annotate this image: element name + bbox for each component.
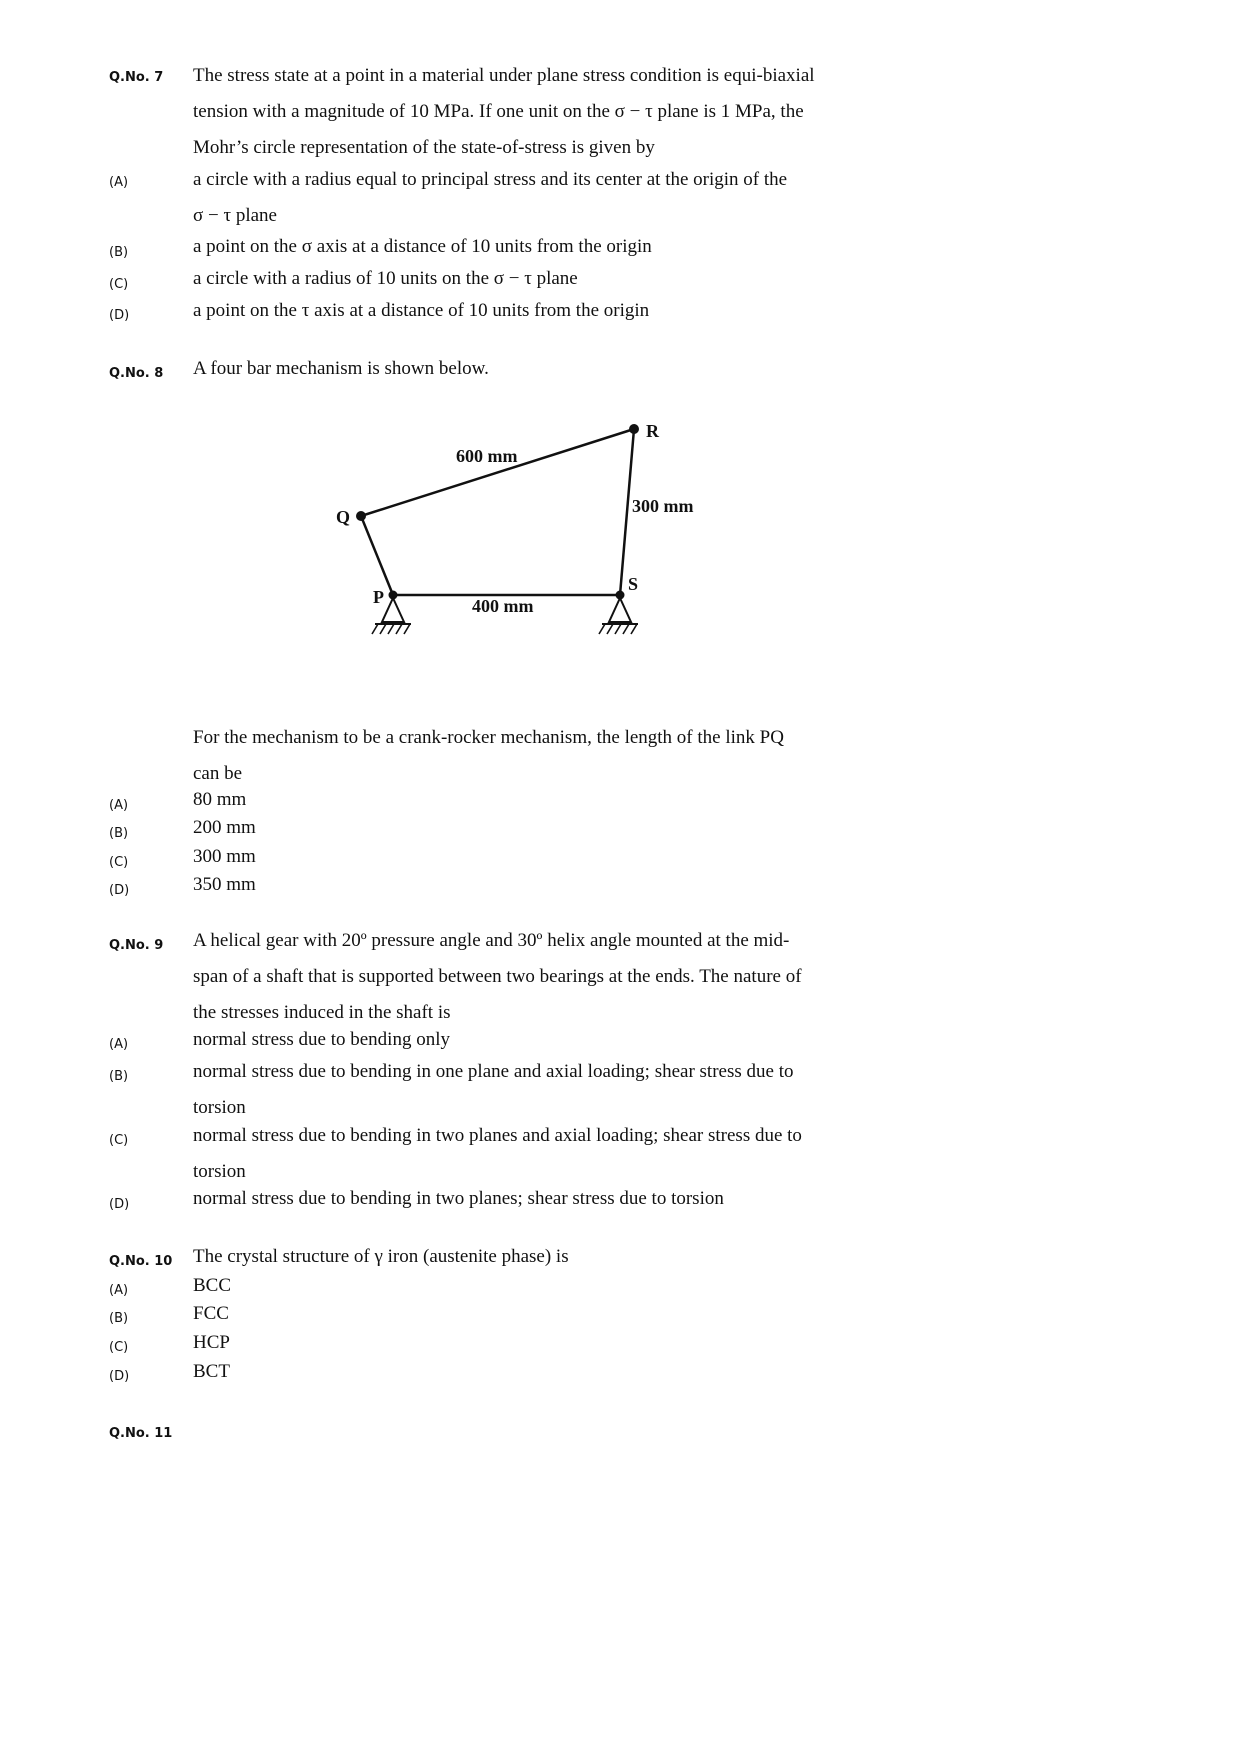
question-7-stem-line-3: Mohr’s circle representation of the state-of-stress is given by xyxy=(193,137,655,158)
question-7-stem-line-1: The stress state at a point in a material under plane stress condition is equi-biaxial xyxy=(193,65,815,86)
question-9-option-d-text: normal stress due to bending in two planes; shear stress due to torsion xyxy=(193,1188,724,1209)
question-9-option-b-line-2: torsion xyxy=(193,1097,246,1118)
question-7-option-c-label: (C) xyxy=(109,277,129,292)
question-9-option-a-label: (A) xyxy=(109,1037,129,1052)
joint-r xyxy=(629,424,639,434)
question-10-option-b-text: FCC xyxy=(193,1303,229,1324)
question-9-option-b-line-1: normal stress due to bending in one plane and axial loading; shear stress due to xyxy=(193,1061,794,1082)
question-9-option-c-line-1: normal stress due to bending in two planes and axial loading; shear stress due to xyxy=(193,1125,802,1146)
question-8-option-b-label: (B) xyxy=(109,826,129,841)
question-9-number: Q.No. 9 xyxy=(109,938,164,953)
four-bar-mechanism-links xyxy=(0,0,1240,700)
question-9-stem-line-2: span of a shaft that is supported between two bearings at the ends. The nature of xyxy=(193,966,802,987)
question-7-option-d-text: a point on the τ axis at a distance of 10 units from the origin xyxy=(193,300,650,321)
question-9-option-d-label: (D) xyxy=(109,1197,130,1212)
question-8-stem: A four bar mechanism is shown below. xyxy=(193,358,489,379)
question-8-number: Q.No. 8 xyxy=(109,366,164,381)
dimension-qr: 600 mm xyxy=(456,446,518,466)
question-10-option-d-text: BCT xyxy=(193,1361,230,1382)
question-7-option-c-text: a circle with a radius of 10 units on the σ − τ plane xyxy=(193,268,578,289)
joint-q xyxy=(356,511,366,521)
question-10-option-b-label: (B) xyxy=(109,1311,129,1326)
label-s: S xyxy=(628,574,639,594)
question-7-option-d-label: (D) xyxy=(109,308,130,323)
question-8-option-a-text: 80 mm xyxy=(193,789,247,810)
question-7-stem-line-2: tension with a magnitude of 10 MPa. If one unit on the σ − τ plane is 1 MPa, the xyxy=(193,101,804,122)
question-8-option-a-label: (A) xyxy=(109,798,129,813)
question-7-option-b-text: a point on the σ axis at a distance of 10 units from the origin xyxy=(193,236,652,257)
label-r: R xyxy=(646,421,659,441)
label-p: P xyxy=(373,587,384,607)
question-9-option-c-line-2: torsion xyxy=(193,1161,246,1182)
question-7-option-a-line-2: σ − τ plane xyxy=(193,205,277,226)
question-8-stem2-line-2: can be xyxy=(193,763,243,784)
label-q: Q xyxy=(336,507,351,527)
question-7-option-a-line-1: a circle with a radius equal to principal stress and its center at the origin of the xyxy=(193,169,788,190)
dimension-rs: 300 mm xyxy=(632,496,694,516)
question-10-option-c-text: HCP xyxy=(193,1332,230,1353)
dimension-ps: 400 mm xyxy=(472,596,534,616)
question-8-option-d-label: (D) xyxy=(109,883,130,898)
question-8-option-c-text: 300 mm xyxy=(193,846,256,867)
question-7-number: Q.No. 7 xyxy=(109,70,164,85)
question-10-option-d-label: (D) xyxy=(109,1369,130,1384)
question-8-option-d-text: 350 mm xyxy=(193,874,256,895)
question-7-option-b-label: (B) xyxy=(109,245,129,260)
question-10-stem: The crystal structure of γ iron (austenite phase) is xyxy=(193,1246,569,1267)
question-10-option-c-label: (C) xyxy=(109,1340,129,1355)
question-10-option-a-label: (A) xyxy=(109,1283,129,1298)
question-11-number: Q.No. 11 xyxy=(109,1426,173,1441)
question-9-stem-line-1: A helical gear with 20º pressure angle and 30º helix angle mounted at the mid- xyxy=(193,930,790,951)
question-9-option-c-label: (C) xyxy=(109,1133,129,1148)
question-10-number: Q.No. 10 xyxy=(109,1254,173,1269)
question-9-option-a-text: normal stress due to bending only xyxy=(193,1029,450,1050)
question-7-option-a-label: (A) xyxy=(109,175,129,190)
question-9-stem-line-3: the stresses induced in the shaft is xyxy=(193,1002,451,1023)
question-8-option-c-label: (C) xyxy=(109,855,129,870)
question-8-option-b-text: 200 mm xyxy=(193,817,256,838)
question-10-option-a-text: BCC xyxy=(193,1275,232,1296)
question-9-option-b-label: (B) xyxy=(109,1069,129,1084)
question-8-stem2-line-1: For the mechanism to be a crank-rocker mechanism, the length of the link PQ xyxy=(193,727,784,748)
